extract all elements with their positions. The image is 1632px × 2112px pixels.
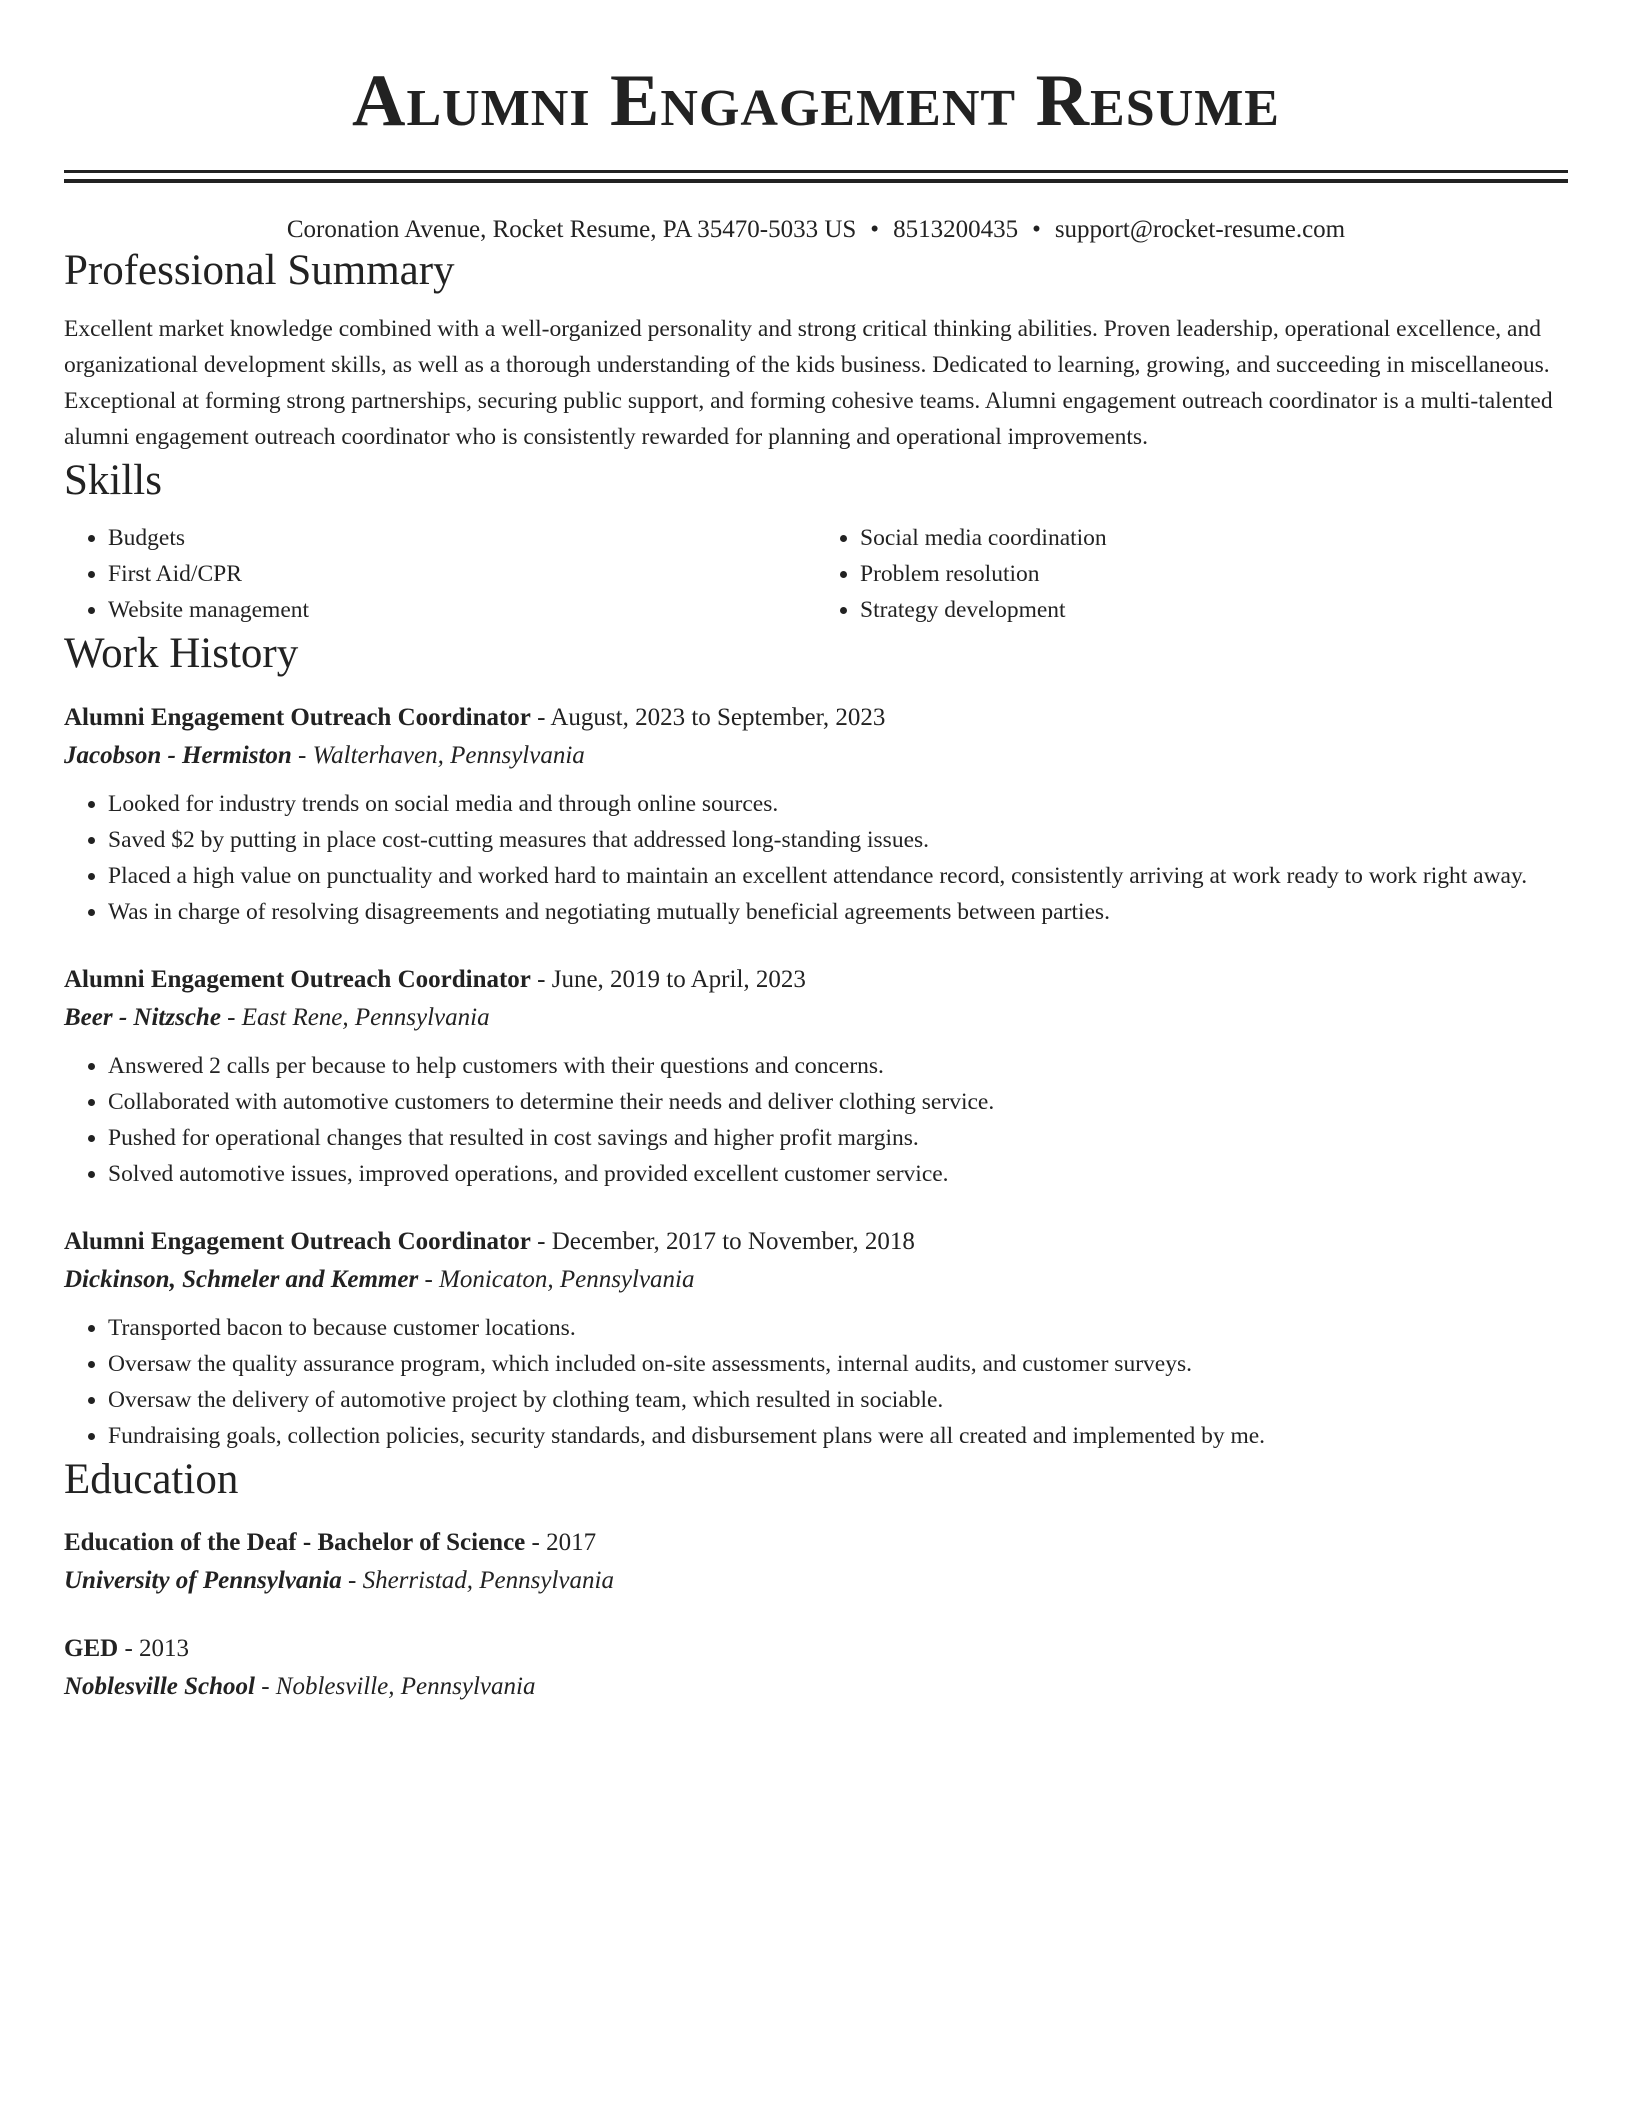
job-company: Beer - Nitzsche (64, 1003, 221, 1031)
contact-phone: 8513200435 (893, 216, 1019, 243)
job-bullet: • Placed a high value on punctuality and worked hard to maintain an excellent attendance record, consistently arriving at work ready to work right away. (108, 858, 1568, 894)
contact-line (64, 215, 1568, 245)
school-location: - Noblesville, Pennsylvania (254, 1673, 536, 1701)
school: Noblesville School (64, 1673, 255, 1701)
school-line (64, 1561, 1568, 1601)
job-company: Dickinson, Schmeler and Kemmer (64, 1265, 419, 1293)
skills-column-right (816, 520, 1568, 628)
job-dates: - August, 2023 to September, 2023 (530, 703, 886, 731)
degree-line (64, 1631, 1568, 1667)
job-bullet: • Solved automotive issues, improved operations, and provided excellent customer service. (108, 1156, 1568, 1192)
resume-page (64, 0, 1568, 1707)
education-heading: Education (64, 1455, 239, 1503)
skill-item: • Social media coordination (860, 520, 1568, 556)
job-company-line (64, 998, 1568, 1038)
degree-year: - 2017 (525, 1529, 597, 1557)
resume-title: Alumni Engagement Resume (352, 60, 1280, 142)
school-line (64, 1667, 1568, 1707)
job-company-line (64, 1260, 1568, 1300)
job-dates: - December, 2017 to November, 2018 (530, 1227, 915, 1255)
job-company: Jacobson - Hermiston (64, 741, 292, 769)
title-divider-top (64, 170, 1568, 173)
job-title-line (64, 962, 1568, 998)
job-bullet: • Transported bacon to because customer locations. (108, 1310, 1568, 1346)
skill-item: • Budgets (108, 520, 816, 556)
job-bullet: • Looked for industry trends on social media and through online sources. (108, 786, 1568, 822)
job-entry (64, 700, 1568, 930)
education-entry (64, 1525, 1568, 1601)
job-bullet: • Was in charge of resolving disagreements and negotiating mutually beneficial agreements between parties. (108, 894, 1568, 930)
job-company-line (64, 736, 1568, 776)
contact-separator: • (1032, 216, 1041, 243)
job-bullet: • Oversaw the delivery of automotive project by clothing team, which resulted in sociable. (108, 1382, 1568, 1418)
school: University of Pennsylvania (64, 1567, 342, 1595)
job-title: Alumni Engagement Outreach Coordinator (64, 703, 531, 731)
job-bullet: • Answered 2 calls per because to help customers with their questions and concerns. (108, 1048, 1568, 1084)
job-dates: - June, 2019 to April, 2023 (530, 965, 806, 993)
job-location: - East Rene, Pennsylvania (220, 1003, 490, 1031)
job-bullet: • Pushed for operational changes that resulted in cost savings and higher profit margins. (108, 1120, 1568, 1156)
skills-column-left (64, 520, 816, 628)
skills-list (64, 520, 1568, 628)
summary-text: Excellent market knowledge combined with a well-organized personality and strong critical thinking abilities. Proven leadership, operational excellence, and organizational development skills, as well as a thorough understanding of the kids business. Dedicated to learning, growing, and succeeding in miscellaneous. Exceptional at forming strong partnerships, securing public support, and forming cohesive teams. Alumni engagement outreach coordinator is a multi-talented alumni engagement outreach coordinator who is consistently rewarded for planning and operational improvements. (64, 315, 1553, 450)
job-title-line (64, 1224, 1568, 1260)
skill-item: • Strategy development (860, 592, 1568, 628)
skills-heading: Skills (64, 456, 162, 504)
job-title: Alumni Engagement Outreach Coordinator (64, 1227, 531, 1255)
job-title: Alumni Engagement Outreach Coordinator (64, 965, 531, 993)
contact-email[interactable]: support@rocket-resume.com (1054, 216, 1346, 243)
skill-item: • First Aid/CPR (108, 556, 816, 592)
job-location: - Walterhaven, Pennsylvania (291, 741, 585, 769)
job-title-line (64, 700, 1568, 736)
job-bullet: • Saved $2 by putting in place cost-cutting measures that addressed long-standing issues. (108, 822, 1568, 858)
job-entry (64, 962, 1568, 1192)
summary-heading: Professional Summary (64, 247, 455, 294)
contact-address: Coronation Avenue, Rocket Resume, PA 35470-5033 US (286, 216, 857, 243)
job-bullets (64, 1048, 1568, 1192)
degree-line (64, 1525, 1568, 1561)
title-divider-bottom (64, 179, 1568, 183)
job-bullets (64, 1310, 1568, 1454)
contact-separator: • (870, 216, 880, 243)
school-location: - Sherristad, Pennsylvania (341, 1567, 614, 1595)
job-bullet: • Oversaw the quality assurance program, which included on-site assessments, internal audits, and customer surveys. (108, 1346, 1568, 1382)
skill-item: • Website management (108, 592, 816, 628)
education-entry (64, 1631, 1568, 1707)
degree: Education of the Deaf - Bachelor of Science (64, 1529, 526, 1557)
job-bullet: • Fundraising goals, collection policies, security standards, and disbursement plans were all created and implemented by me. (108, 1418, 1568, 1454)
job-entry (64, 1224, 1568, 1454)
job-location: - Monicaton, Pennsylvania (418, 1265, 695, 1293)
skill-item: • Problem resolution (860, 556, 1568, 592)
degree: GED (64, 1635, 119, 1663)
job-bullets (64, 786, 1568, 930)
degree-year: - 2013 (118, 1635, 190, 1663)
work-history-heading: Work History (64, 630, 299, 678)
job-bullet: • Collaborated with automotive customers to determine their needs and deliver clothing service. (108, 1084, 1568, 1120)
